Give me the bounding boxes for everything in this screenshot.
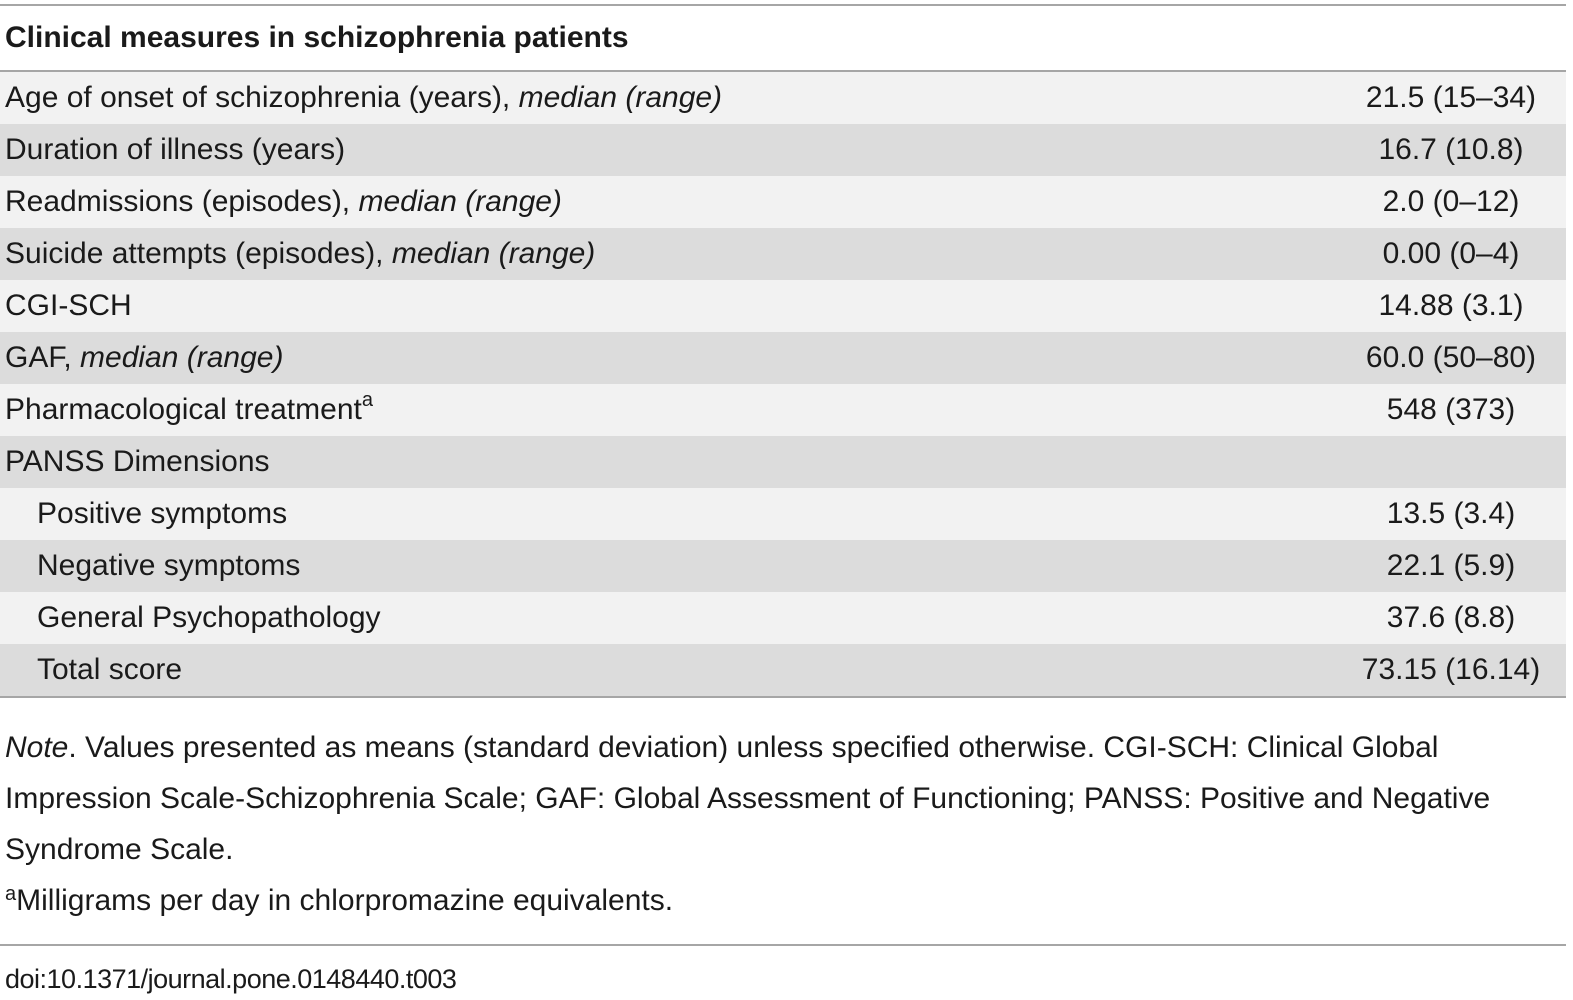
row-value: 2.0 (0–12) bbox=[1336, 176, 1566, 228]
table-title: Clinical measures in schizophrenia patients bbox=[5, 21, 629, 54]
table-row bbox=[0, 436, 1566, 488]
row-value: 37.6 (8.8) bbox=[1336, 592, 1566, 644]
doi-text: doi:10.1371/journal.pone.0148440.t003 bbox=[5, 964, 457, 994]
row-label bbox=[0, 176, 1336, 228]
row-label-italic: median (range) bbox=[358, 185, 562, 218]
row-label bbox=[0, 592, 1336, 644]
table-body bbox=[0, 72, 1566, 696]
row-label-text: Readmissions (episodes), bbox=[5, 185, 359, 218]
row-label bbox=[0, 436, 1336, 488]
row-label-text: Positive symptoms bbox=[37, 497, 288, 530]
table-row bbox=[0, 176, 1566, 228]
row-value: 22.1 (5.9) bbox=[1336, 540, 1566, 592]
row-label-italic: median (range) bbox=[518, 81, 723, 114]
row-value: 13.5 (3.4) bbox=[1336, 488, 1566, 540]
row-label-text: GAF, bbox=[5, 341, 81, 374]
row-label-text: PANSS Dimensions bbox=[5, 445, 270, 478]
row-label-text: Age of onset of schizophrenia (years), bbox=[5, 81, 519, 114]
row-value bbox=[1336, 436, 1566, 488]
table-row bbox=[0, 488, 1566, 540]
row-label-text: Pharmacological treatment bbox=[5, 393, 362, 426]
clinical-measures-table bbox=[0, 72, 1566, 696]
table-row bbox=[0, 332, 1566, 384]
footnote-paragraph bbox=[5, 875, 1545, 926]
row-label bbox=[0, 384, 1336, 436]
table-row bbox=[0, 540, 1566, 592]
table-row bbox=[0, 592, 1566, 644]
row-label bbox=[0, 488, 1336, 540]
footnote-text: Milligrams per day in chlorpromazine equivalents. bbox=[16, 884, 674, 917]
row-label bbox=[0, 540, 1336, 592]
row-label bbox=[0, 124, 1336, 176]
row-value: 16.7 (10.8) bbox=[1336, 124, 1566, 176]
note-text: . Values presented as means (standard deviation) unless specified otherwise. CGI-SCH: Clinical Global Impression Scale-Schizophrenia Scale; GAF: Global Assessment of Functioning; PANSS: Positive and Negative Syndrome Scale. bbox=[5, 731, 1491, 866]
table-row bbox=[0, 280, 1566, 332]
row-label bbox=[0, 332, 1336, 384]
row-label bbox=[0, 228, 1336, 280]
row-label-text: CGI-SCH bbox=[5, 289, 132, 322]
row-footnote-marker: a bbox=[361, 389, 373, 411]
row-value: 60.0 (50–80) bbox=[1336, 332, 1566, 384]
row-label-text: Total score bbox=[37, 653, 183, 686]
table-row bbox=[0, 72, 1566, 124]
row-label-italic: median (range) bbox=[391, 237, 596, 270]
row-label-text: Suicide attempts (episodes), bbox=[5, 237, 392, 270]
footnote-marker: a bbox=[5, 883, 17, 905]
table-row bbox=[0, 384, 1566, 436]
row-label-text: Duration of illness (years) bbox=[5, 133, 346, 166]
row-value: 14.88 (3.1) bbox=[1336, 280, 1566, 332]
table-notes bbox=[0, 698, 1545, 926]
row-value: 0.00 (0–4) bbox=[1336, 228, 1566, 280]
note-paragraph bbox=[5, 722, 1545, 875]
row-label bbox=[0, 72, 1336, 124]
row-value: 21.5 (15–34) bbox=[1336, 72, 1566, 124]
row-label-text: General Psychopathology bbox=[37, 601, 381, 634]
row-label bbox=[0, 280, 1336, 332]
row-value: 548 (373) bbox=[1336, 384, 1566, 436]
row-label-italic: median (range) bbox=[80, 341, 284, 374]
table-row bbox=[0, 124, 1566, 176]
row-label bbox=[0, 644, 1336, 696]
row-label-text: Negative symptoms bbox=[37, 549, 301, 582]
table-row bbox=[0, 228, 1566, 280]
table-row bbox=[0, 644, 1566, 696]
row-value: 73.15 (16.14) bbox=[1336, 644, 1566, 696]
note-label: Note bbox=[5, 731, 69, 764]
